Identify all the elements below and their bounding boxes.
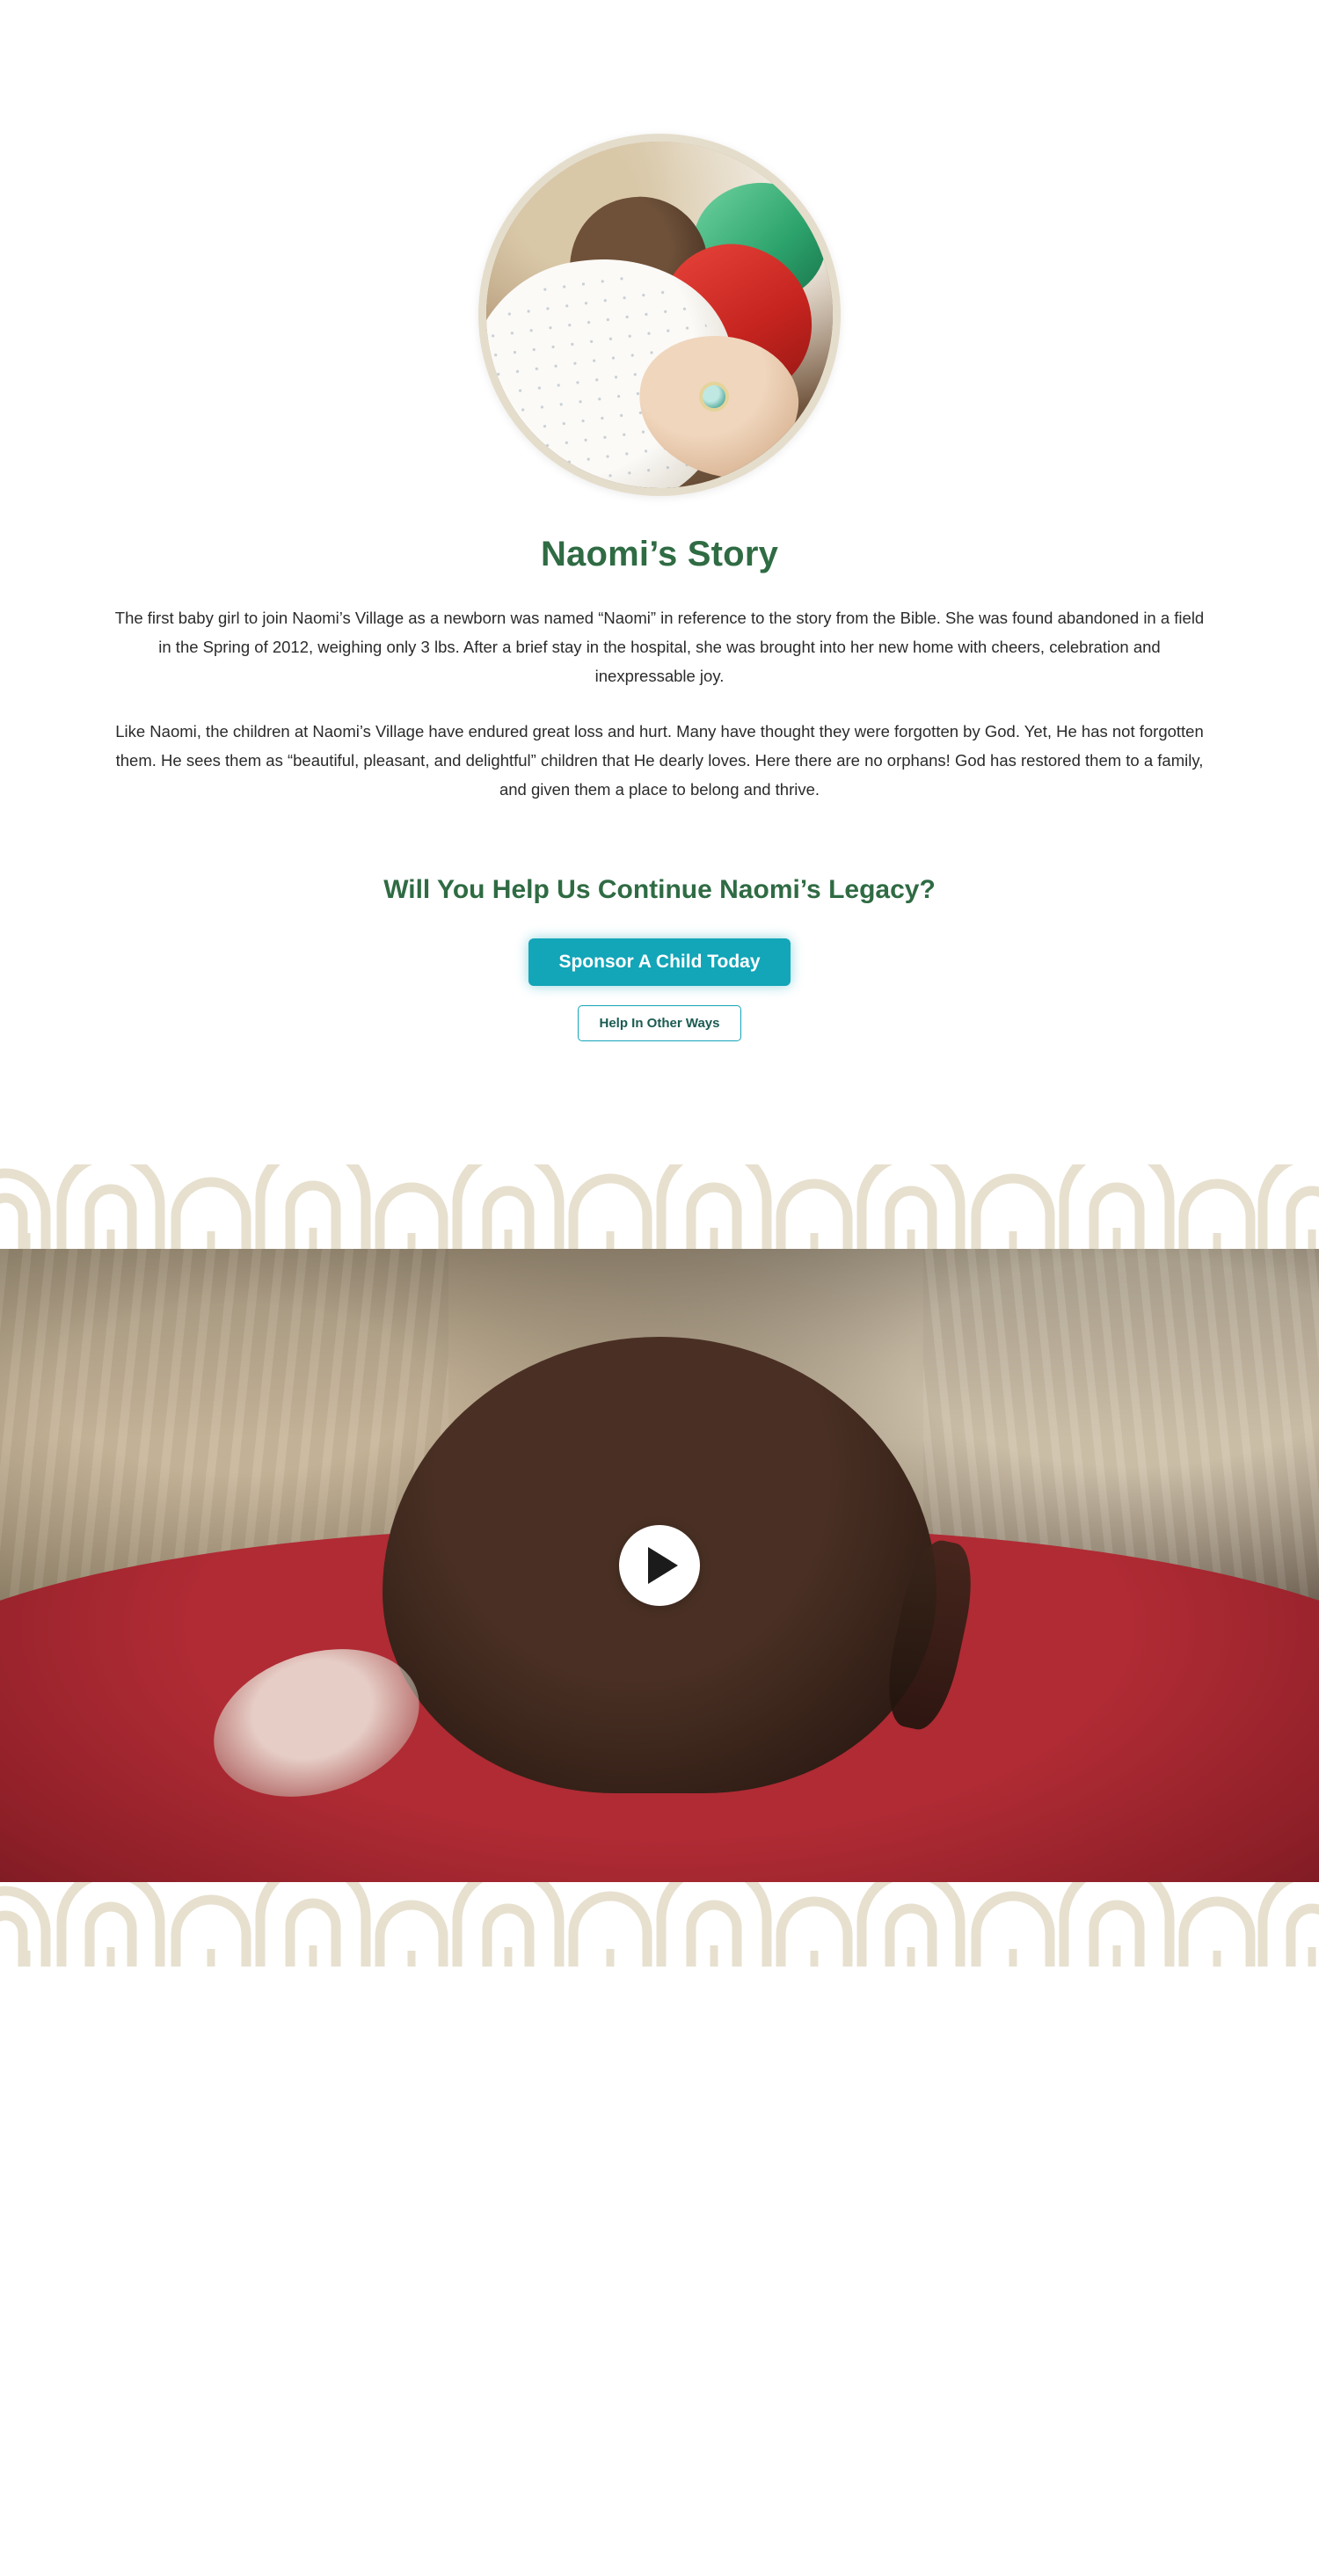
play-triangle xyxy=(648,1547,678,1584)
story-section xyxy=(0,0,1319,1041)
arch-pattern-band-bottom xyxy=(0,1882,1319,1967)
cta-heading: Will You Help Us Continue Naomi’s Legacy? xyxy=(383,874,936,904)
ring-shape xyxy=(699,382,729,412)
avatar xyxy=(478,134,841,496)
help-in-other-ways-button[interactable]: Help In Other Ways xyxy=(578,1005,742,1041)
arch-pattern-band-top xyxy=(0,1164,1319,1249)
page-bottom-spacer xyxy=(0,1967,1319,2576)
play-icon[interactable] xyxy=(619,1525,700,1606)
story-paragraph-1: The first baby girl to join Naomi’s Village as a newborn was named “Naomi” in reference to the story from the Bible. She was found abandoned in a field in the Spring of 2012, weighing only 3 lbs. After a brief stay in the hospital, she was brought into her new home with cheers, celebration and inexpressable joy. xyxy=(114,609,1205,685)
story-title: Naomi’s Story xyxy=(540,535,779,573)
story-paragraph-2: Like Naomi, the children at Naomi’s Village have endured great loss and hurt. Many have thought they were forgotten by God. Yet, He has not forgotten them. He sees them as “beautiful, pleasant, and delightful” children that He dearly loves. Here there are no orphans! God has restored them to a family, and given them a place to belong and thrive. xyxy=(115,721,1204,799)
baby-photo xyxy=(486,142,833,488)
sponsor-a-child-button[interactable]: Sponsor A Child Today xyxy=(528,938,790,986)
story-body xyxy=(114,604,1205,805)
video-player[interactable] xyxy=(0,1249,1319,1882)
